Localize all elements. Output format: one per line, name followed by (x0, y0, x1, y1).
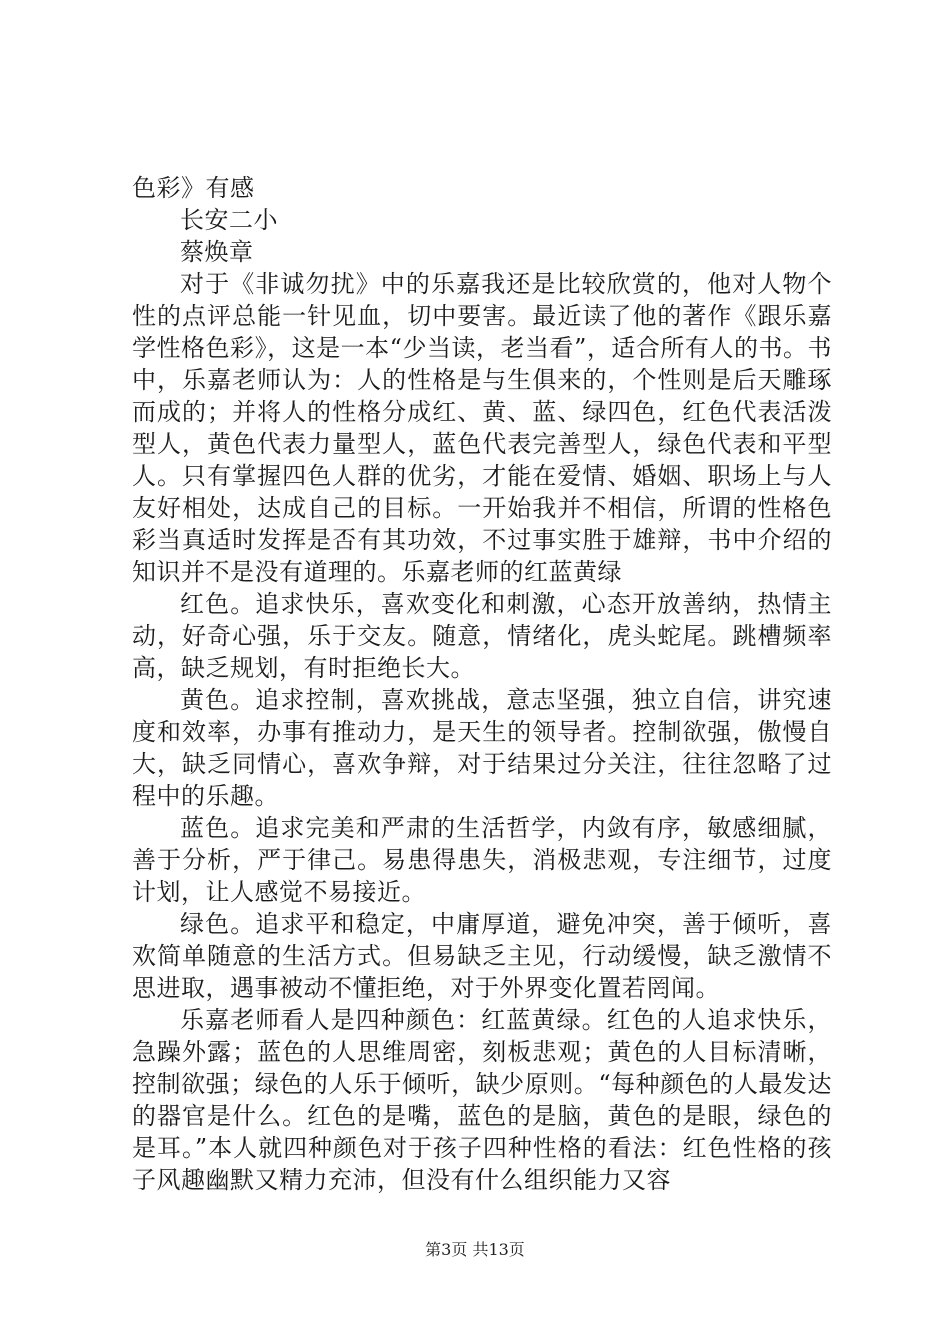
document-body (132, 172, 832, 1196)
paragraph-intro: 对于《非诚勿扰》中的乐嘉我还是比较欣赏的，他对人物个性的点评总能一针见血，切中要害。最近读了他的著作《跟乐嘉学性格色彩》，这是一本“少当读，老当看”，适合所有人的书。书中，乐嘉老师认为：人的性格是与生俱来的，个性则是后天雕琢而成的；并将人的性格分成红、黄、蓝、绿四色，红色代表活泼型人，黄色代表力量型人，蓝色代表完善型人，绿色代表和平型人。只有掌握四色人群的优劣，才能在爱情、婚姻、职场上与人友好相处，达成自己的目标。一开始我并不相信，所谓的性格色彩当真适时发挥是否有其功效，不过事实胜于雄辩，书中介绍的知识并不是没有道理的。乐嘉老师的红蓝黄绿 (132, 270, 832, 586)
paragraph-blue: 蓝色。追求完美和严肃的生活哲学，内敛有序，敏感细腻，善于分析，严于律己。易患得患失，消极悲观，专注细节，过度计划，让人感觉不易接近。 (132, 814, 832, 906)
page-number: 第3页 共13页 (425, 1240, 525, 1259)
paragraph-yellow: 黄色。追求控制，喜欢挑战，意志坚强，独立自信，讲究速度和效率，办事有推动力，是天生的领导者。控制欲强，傲慢自大，缺乏同情心，喜欢争辩，对于结果过分关注，往往忽略了过程中的乐趣。 (132, 686, 832, 810)
school-name: 长安二小 (180, 206, 278, 234)
title-fragment: 色彩》有感 (132, 174, 255, 202)
paragraph-green: 绿色。追求平和稳定，中庸厚道，避免冲突，善于倾听，喜欢简单随意的生活方式。但易缺乏主见，行动缓慢，缺乏激情不思进取，遇事被动不懂拒绝，对于外界变化置若罔闻。 (132, 910, 832, 1002)
paragraph-red: 红色。追求快乐，喜欢变化和刺激，心态开放善纳，热情主动，好奇心强，乐于交友。随意，情绪化，虎头蛇尾。跳槽频率高，缺乏规划，有时拒绝长大。 (132, 590, 832, 682)
paragraph-summary: 乐嘉老师看人是四种颜色：红蓝黄绿。红色的人追求快乐，急躁外露；蓝色的人思维周密，刻板悲观；黄色的人目标清晰，控制欲强；绿色的人乐于倾听，缺少原则。“每种颜色的人最发达的器官是什么。红色的是嘴，蓝色的是脑，黄色的是眼，绿色的是耳。”本人就四种颜色对于孩子四种性格的看法：红色性格的孩子风趣幽默又精力充沛，但没有什么组织能力又容 (132, 1006, 832, 1194)
author-name: 蔡焕章 (180, 238, 254, 266)
